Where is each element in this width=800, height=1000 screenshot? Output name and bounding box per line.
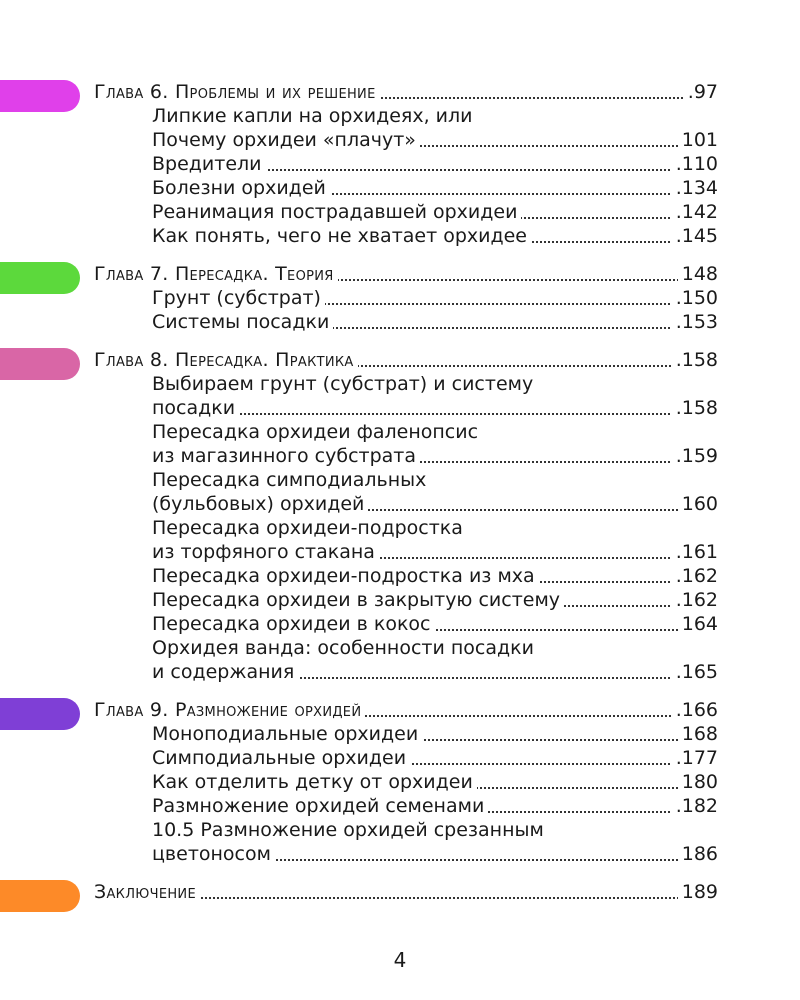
toc-subentry[interactable] <box>152 818 718 842</box>
page-ref: .158 <box>672 396 718 420</box>
chapter-title: Глава 8. Пересадка. Практика <box>94 348 358 372</box>
toc-subentry[interactable] <box>152 794 718 818</box>
page-ref: 160 <box>678 492 718 516</box>
toc-chapter-9-entry[interactable] <box>94 698 718 722</box>
page-number: 4 <box>393 948 407 972</box>
toc-subentry[interactable] <box>152 104 718 128</box>
toc-subentry[interactable] <box>152 176 718 200</box>
chapter-7-color-tab <box>0 262 80 294</box>
toc-subentry[interactable] <box>152 200 718 224</box>
page-ref: .177 <box>672 746 718 770</box>
toc-subentry[interactable] <box>152 372 718 396</box>
page-ref: 180 <box>678 770 718 794</box>
subentry-title: Орхидея ванда: особенности посадки <box>152 636 538 660</box>
toc-chapter-9 <box>0 698 800 866</box>
subentry-title: Пересадка орхидеи в закрытую систему <box>152 588 564 612</box>
toc-subentry[interactable] <box>152 152 718 176</box>
subentry-title: цветоносом <box>152 842 275 866</box>
page-ref: 164 <box>678 612 718 636</box>
subentry-title: Размножение орхидей семенами <box>152 794 488 818</box>
chapter-9-color-tab <box>0 698 80 730</box>
page-ref: .165 <box>672 660 718 684</box>
page-ref: .161 <box>672 540 718 564</box>
page-ref: .162 <box>672 588 718 612</box>
toc-subentry[interactable] <box>152 636 718 660</box>
subentry-title: из магазинного субстрата <box>152 444 420 468</box>
subentry-title: из торфяного стакана <box>152 540 379 564</box>
page-ref: 186 <box>678 842 718 866</box>
toc-subentry[interactable] <box>152 128 718 152</box>
toc-subentry[interactable] <box>152 444 718 468</box>
toc-subentry[interactable] <box>152 746 718 770</box>
page-ref: .158 <box>672 348 718 372</box>
subentry-title: и содержания <box>152 660 298 684</box>
page-ref: 168 <box>678 722 718 746</box>
toc-subentry[interactable] <box>152 660 718 684</box>
toc-subentry[interactable] <box>152 468 718 492</box>
page-ref: .150 <box>672 286 718 310</box>
subentry-title: Симподиальные орхидеи <box>152 746 410 770</box>
toc-subentry[interactable] <box>152 224 718 248</box>
toc-chapter-6-entry[interactable] <box>94 80 718 104</box>
toc-chapter-6 <box>0 80 800 248</box>
toc-conclusion <box>0 880 800 904</box>
toc-subentry[interactable] <box>152 564 718 588</box>
page-ref: .110 <box>672 152 718 176</box>
page-ref: .145 <box>672 224 718 248</box>
page-ref: .182 <box>672 794 718 818</box>
subentry-title: Системы посадки <box>152 310 333 334</box>
chapter-title: Глава 7. Пересадка. Теория <box>94 262 338 286</box>
toc-subentry[interactable] <box>152 540 718 564</box>
table-of-contents <box>0 80 800 918</box>
subentry-title: Как отделить детку от орхидеи <box>152 770 477 794</box>
page-ref: .166 <box>672 698 718 722</box>
chapter-6-color-tab <box>0 80 80 112</box>
subentry-title: посадки <box>152 396 239 420</box>
toc-subentry[interactable] <box>152 420 718 444</box>
page-ref: 189 <box>678 880 718 904</box>
chapter-title: Глава 6. Проблемы и их решение <box>94 80 380 104</box>
toc-subentry[interactable] <box>152 286 718 310</box>
subentry-title: (бульбовых) орхидей <box>152 492 368 516</box>
toc-subentry[interactable] <box>152 842 718 866</box>
chapter-8-color-tab <box>0 348 80 380</box>
toc-subentry[interactable] <box>152 396 718 420</box>
subentry-title: Пересадка орхидеи фаленопсис <box>152 420 482 444</box>
subentry-title: Вредители <box>152 152 266 176</box>
page-ref: .142 <box>672 200 718 224</box>
page-ref: .162 <box>672 564 718 588</box>
chapter-title: Заключение <box>94 880 200 904</box>
page-ref: 148 <box>678 262 718 286</box>
subentry-title: Липкие капли на орхидеях, или <box>152 104 477 128</box>
toc-subentry[interactable] <box>152 588 718 612</box>
chapter-title: Глава 9. Размножение орхидей <box>94 698 365 722</box>
subentry-title: 10.5 Размножение орхидей срезанным <box>152 818 548 842</box>
subentry-title: Реанимация пострадавшей орхидеи <box>152 200 521 224</box>
toc-conclusion-entry[interactable] <box>94 880 718 904</box>
subentry-title: Пересадка орхидеи-подростка <box>152 516 467 540</box>
subentry-title: Как понять, чего не хватает орхидее <box>152 224 531 248</box>
toc-chapter-8 <box>0 348 800 684</box>
toc-chapter-7 <box>0 262 800 334</box>
subentry-title: Почему орхидеи «плачут» <box>152 128 420 152</box>
page-ref: .97 <box>684 80 718 104</box>
subentry-title: Пересадка орхидеи-подростка из мха <box>152 564 539 588</box>
conclusion-color-tab <box>0 880 80 912</box>
toc-subentry[interactable] <box>152 492 718 516</box>
subentry-title: Моноподиальные орхидеи <box>152 722 422 746</box>
page-ref: 101 <box>678 128 718 152</box>
page-ref: .134 <box>672 176 718 200</box>
subentry-title: Выбираем грунт (субстрат) и систему <box>152 372 537 396</box>
subentry-title: Пересадка симподиальных <box>152 468 430 492</box>
toc-subentry[interactable] <box>152 612 718 636</box>
toc-chapter-8-entry[interactable] <box>94 348 718 372</box>
page-ref: .159 <box>672 444 718 468</box>
toc-subentry[interactable] <box>152 516 718 540</box>
toc-subentry[interactable] <box>152 722 718 746</box>
page-ref: .153 <box>672 310 718 334</box>
subentry-title: Грунт (субстрат) <box>152 286 325 310</box>
subentry-title: Болезни орхидей <box>152 176 330 200</box>
subentry-title: Пересадка орхидеи в кокос <box>152 612 435 636</box>
toc-subentry[interactable] <box>152 310 718 334</box>
toc-chapter-7-entry[interactable] <box>94 262 718 286</box>
toc-subentry[interactable] <box>152 770 718 794</box>
